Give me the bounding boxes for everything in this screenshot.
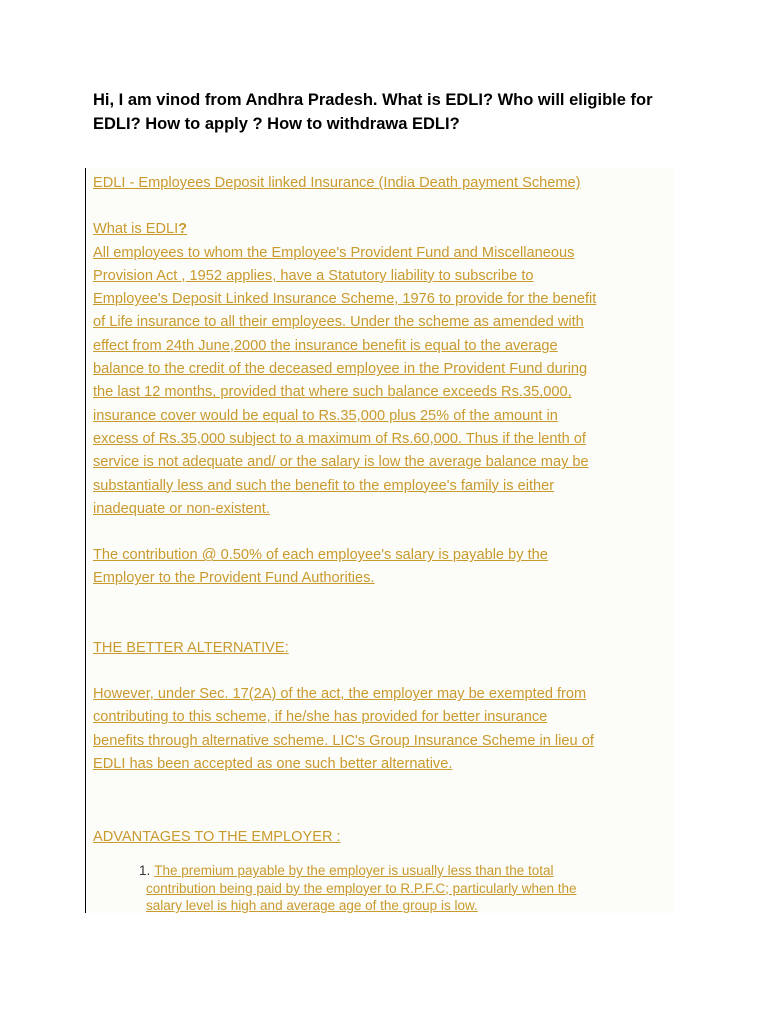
what-is-edli-link[interactable]: What is EDLI [93, 221, 179, 238]
paragraph-line[interactable]: insurance cover would be equal to Rs.35,000 plus 25% of the amount in [93, 407, 558, 424]
paragraph-line[interactable]: the last 12 months, provided that where such balance exceeds Rs.35,000, [93, 384, 572, 401]
quote-rule [85, 168, 86, 913]
paragraph-line[interactable]: contribution being paid by the employer to R.P.F.C; particularly when the [146, 880, 577, 896]
advantages-list [120, 862, 660, 915]
paragraph-line[interactable]: The contribution @ 0.50% of each employee's salary is payable by the [93, 547, 548, 564]
better-alternative-paragraph [93, 683, 675, 776]
question-title: Hi, I am vinod from Andhra Pradesh. What is EDLI? Who will eligible for EDLI? How to apply ? How to withdrawa EDLI? [93, 91, 653, 133]
paragraph-line[interactable]: The premium payable by the employer is usually less than the total [154, 863, 554, 878]
paragraph-line[interactable]: contributing to this scheme, if he/she has provided for better insurance [93, 709, 548, 726]
paragraph-line[interactable]: benefits through alternative scheme. LIC's Group Insurance Scheme in lieu of [93, 732, 594, 749]
paragraph-line[interactable]: However, under Sec. 17(2A) of the act, the employer may be exempted from [93, 686, 587, 703]
paragraph-line[interactable]: excess of Rs.35,000 subject to a maximum of Rs.60,000. Thus if the lenth of [93, 430, 586, 447]
paragraph-line[interactable]: of Life insurance to all their employees. Under the scheme as amended with [93, 314, 584, 331]
paragraph-line[interactable]: Provision Act , 1952 applies, have a Statutory liability to subscribe to [93, 267, 534, 284]
better-alternative-heading[interactable]: THE BETTER ALTERNATIVE: [93, 639, 289, 656]
what-is-edli-qmark: ? [178, 221, 188, 238]
list-item-number: 1. [139, 863, 151, 878]
paragraph-line[interactable]: balance to the credit of the deceased employee in the Provident Fund during [93, 361, 588, 378]
advantages-heading[interactable]: ADVANTAGES TO THE EMPLOYER : [93, 829, 341, 846]
paragraph-line[interactable]: EDLI has been accepted as one such better alternative. [93, 755, 453, 772]
paragraph-line[interactable]: inadequate or non-existent. [93, 500, 270, 517]
what-is-edli-paragraph [93, 242, 675, 522]
paragraph-line[interactable]: All employees to whom the Employee's Provident Fund and Miscellaneous [93, 244, 575, 261]
edli-heading-link[interactable]: EDLI - Employees Deposit linked Insurance (India Death payment Scheme) [93, 175, 581, 191]
list-item [120, 862, 660, 915]
contribution-paragraph [93, 544, 675, 591]
paragraph-line[interactable]: effect from 24th June,2000 the insurance benefit is equal to the average [93, 337, 558, 354]
paragraph-line[interactable]: Employee's Deposit Linked Insurance Scheme, 1976 to provide for the benefit [93, 291, 597, 308]
paragraph-line[interactable]: service is not adequate and/ or the salary is low the average balance may be [93, 454, 589, 471]
paragraph-line[interactable]: salary level is high and average age of the group is low. [146, 898, 478, 913]
paragraph-line[interactable]: Employer to the Provident Fund Authorities. [93, 570, 375, 587]
paragraph-line[interactable]: substantially less and such the benefit to the employee's family is either [93, 477, 555, 494]
answer-body [93, 172, 675, 850]
